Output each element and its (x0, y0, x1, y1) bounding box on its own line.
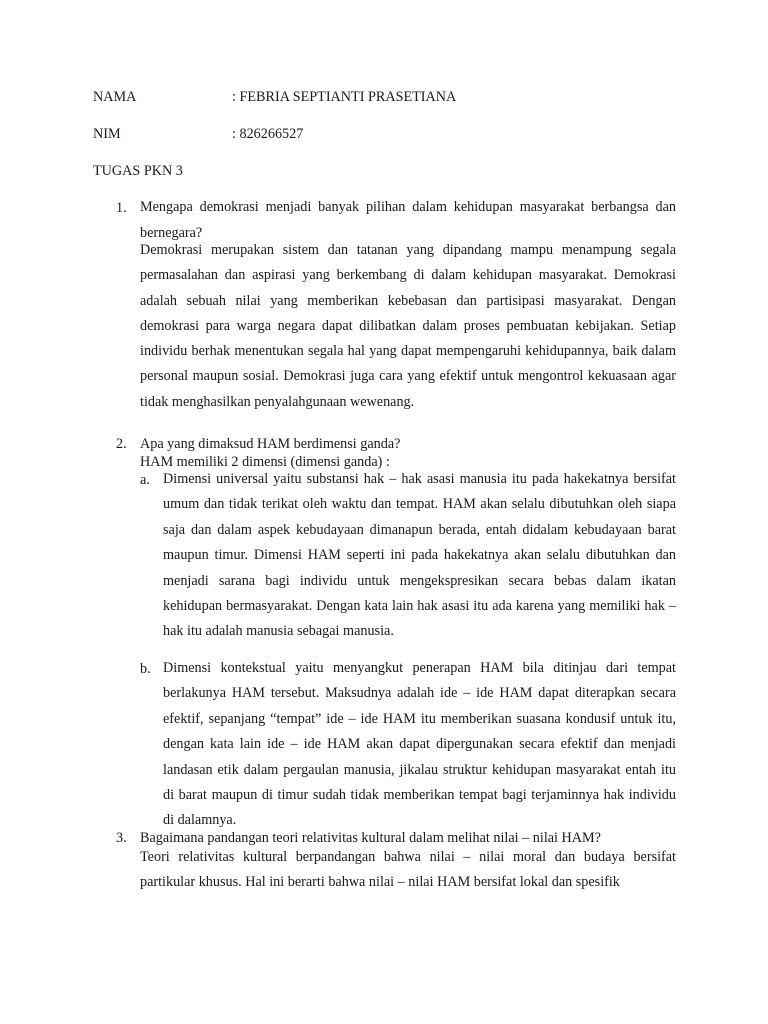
name-row (93, 87, 457, 107)
task-title: TUGAS PKN 3 (93, 163, 183, 179)
question-2-text: Apa yang dimaksud HAM berdimensi ganda? (140, 436, 401, 452)
subitem-b-text: Dimensi kontekstual yaitu menyangkut penerapan HAM bila ditinjau dari tempat berlakunya HAM tersebut. Maksudnya adalah ide – ide HAM dapat diterapkan secara efektif, sepanjang “tempat” ide – ide HAM itu memberikan suasana kondusif untuk itu, dengan kata lain ide – ide HAM akan dapat dipergunakan secara efektif dan menjadi landasan etik dalam pergaulan manusia, jikalau struktur kehidupan masyarakat entah itu di barat maupun di timur sudah tidak memberikan tempat bagi terjaminnya hak individu di dalamnya. (163, 660, 676, 829)
name-label: NAMA (93, 89, 137, 105)
name-value: : FEBRIA SEPTIANTI PRASETIANA (232, 89, 457, 105)
question-3-number: 3. (116, 830, 127, 846)
subitem-b-label: b. (140, 661, 151, 677)
question-1-number: 1. (116, 200, 127, 216)
answer-2-intro: HAM memiliki 2 dimensi (dimensi ganda) : (140, 454, 390, 470)
nim-label: NIM (93, 126, 121, 142)
answer-3-text: Teori relativitas kultural berpandangan bahwa nilai – nilai moral dan budaya bersifat partikular khusus. Hal ini berarti bahwa nilai – nilai HAM bersifat lokal dan spesifik (140, 849, 676, 891)
nim-row (93, 124, 304, 144)
nim-value: : 826266527 (232, 126, 304, 142)
subitem-a-text: Dimensi universal yaitu substansi hak – hak asasi manusia itu pada hakekatnya bersifat umum dan tidak terikat oleh waktu dan tempat. HAM akan selalu dibutuhkan oleh siapa saja dan dalam aspek kebudayaan dimanapun berada, entah didalam kebudayaan barat maupun timur. Dimensi HAM seperti ini pada hakekatnya akan selalu dibutuhkan dan menjadi sarana bagi individu untuk mengekspresikan secara bebas dalam ikatan kehidupan bermasyarakat. Dengan kata lain hak asasi itu ada karena yang memiliki hak – hak itu adalah manusia sebagai manusia. (163, 471, 676, 640)
question-2-number: 2. (116, 436, 127, 452)
answer-1-text: Demokrasi merupakan sistem dan tatanan yang dipandang mampu menampung segala permasalahan dan aspirasi yang berkembang di dalam kehidupan masyarakat. Demokrasi adalah sebuah nilai yang memberikan kebebasan dan partisipasi masyarakat. Dengan demokrasi para warga negara dapat dilibatkan dalam proses pembuatan kebijakan. Setiap individu berhak menentukan segala hal yang dapat mempengaruhi kehidupannya, baik dalam personal maupun sosial. Demokrasi juga cara yang efektif untuk mengontrol kekuasaan agar tidak menghasilkan penyalahgunaan wewenang. (140, 242, 676, 410)
question-1-text: Mengapa demokrasi menjadi banyak pilihan dalam kehidupan masyarakat berbangsa dan bernegara? (140, 199, 676, 241)
subitem-a-label: a. (140, 472, 150, 488)
question-3-text: Bagaimana pandangan teori relativitas kultural dalam melihat nilai – nilai HAM? (140, 830, 601, 846)
